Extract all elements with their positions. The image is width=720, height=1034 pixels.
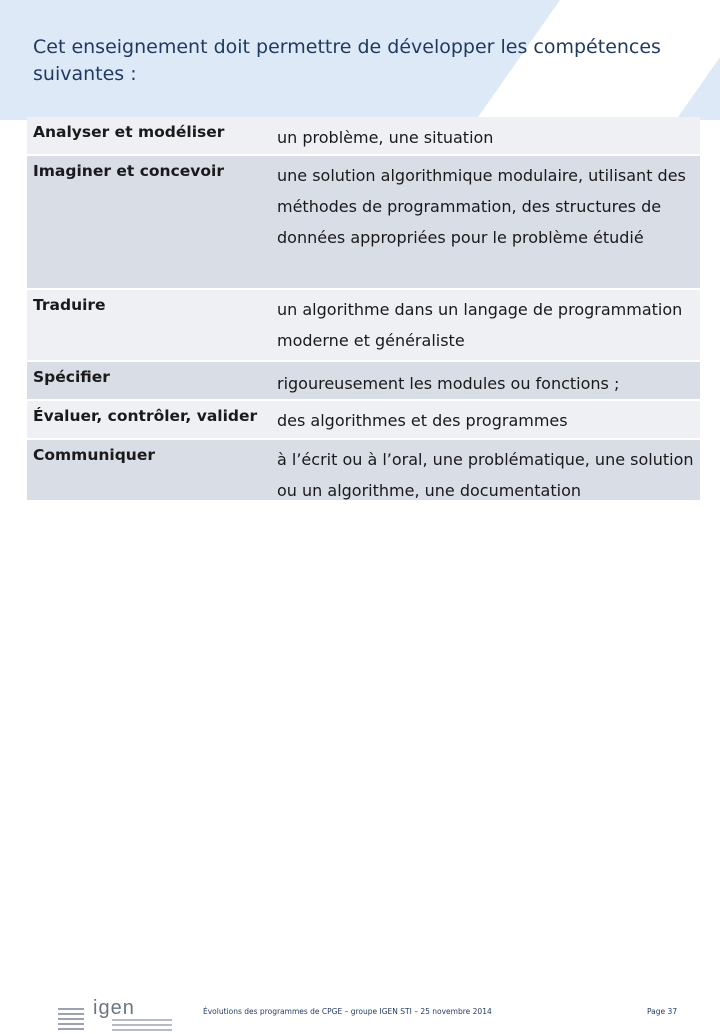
skill-description: à l’écrit ou à l’oral, une problématique, une solution ou un algorithme, une documentation [277, 450, 694, 500]
skill-label: Analyser et modéliser [33, 123, 225, 141]
table-row [27, 117, 700, 156]
skill-description: rigoureusement les modules ou fonctions ; [277, 374, 620, 393]
igen-logo: igen [93, 997, 135, 1019]
table-row [27, 362, 700, 401]
skills-table [27, 117, 700, 512]
table-row [27, 401, 700, 440]
skill-label: Communiquer [33, 446, 155, 464]
skill-description: des algorithmes et des programmes [277, 411, 568, 430]
skill-label: Spécifier [33, 368, 110, 386]
ministry-logo [58, 1005, 84, 1031]
page-number: Page 37 [647, 1007, 678, 1016]
skill-label: Traduire [33, 296, 106, 314]
footer-text: Évolutions des programmes de CPGE – groupe IGEN STI – 25 novembre 2014 [203, 1007, 492, 1016]
igen-logo-subtitle [112, 1016, 172, 1034]
footer [0, 500, 720, 1019]
skill-label: Évaluer, contrôler, valider [33, 407, 258, 425]
table-row [27, 290, 700, 362]
skill-description: un algorithme dans un langage de programmation moderne et généraliste [277, 300, 683, 350]
slide-title: Cet enseignement doit permettre de développer les compétences suivantes : [33, 36, 661, 85]
skill-description: une solution algorithmique modulaire, utilisant des méthodes de programmation, des structures de données appropriées pour le problème étudié [277, 166, 686, 247]
skill-label: Imaginer et concevoir [33, 162, 224, 180]
table-row [27, 156, 700, 290]
skill-description: un problème, une situation [277, 128, 494, 147]
